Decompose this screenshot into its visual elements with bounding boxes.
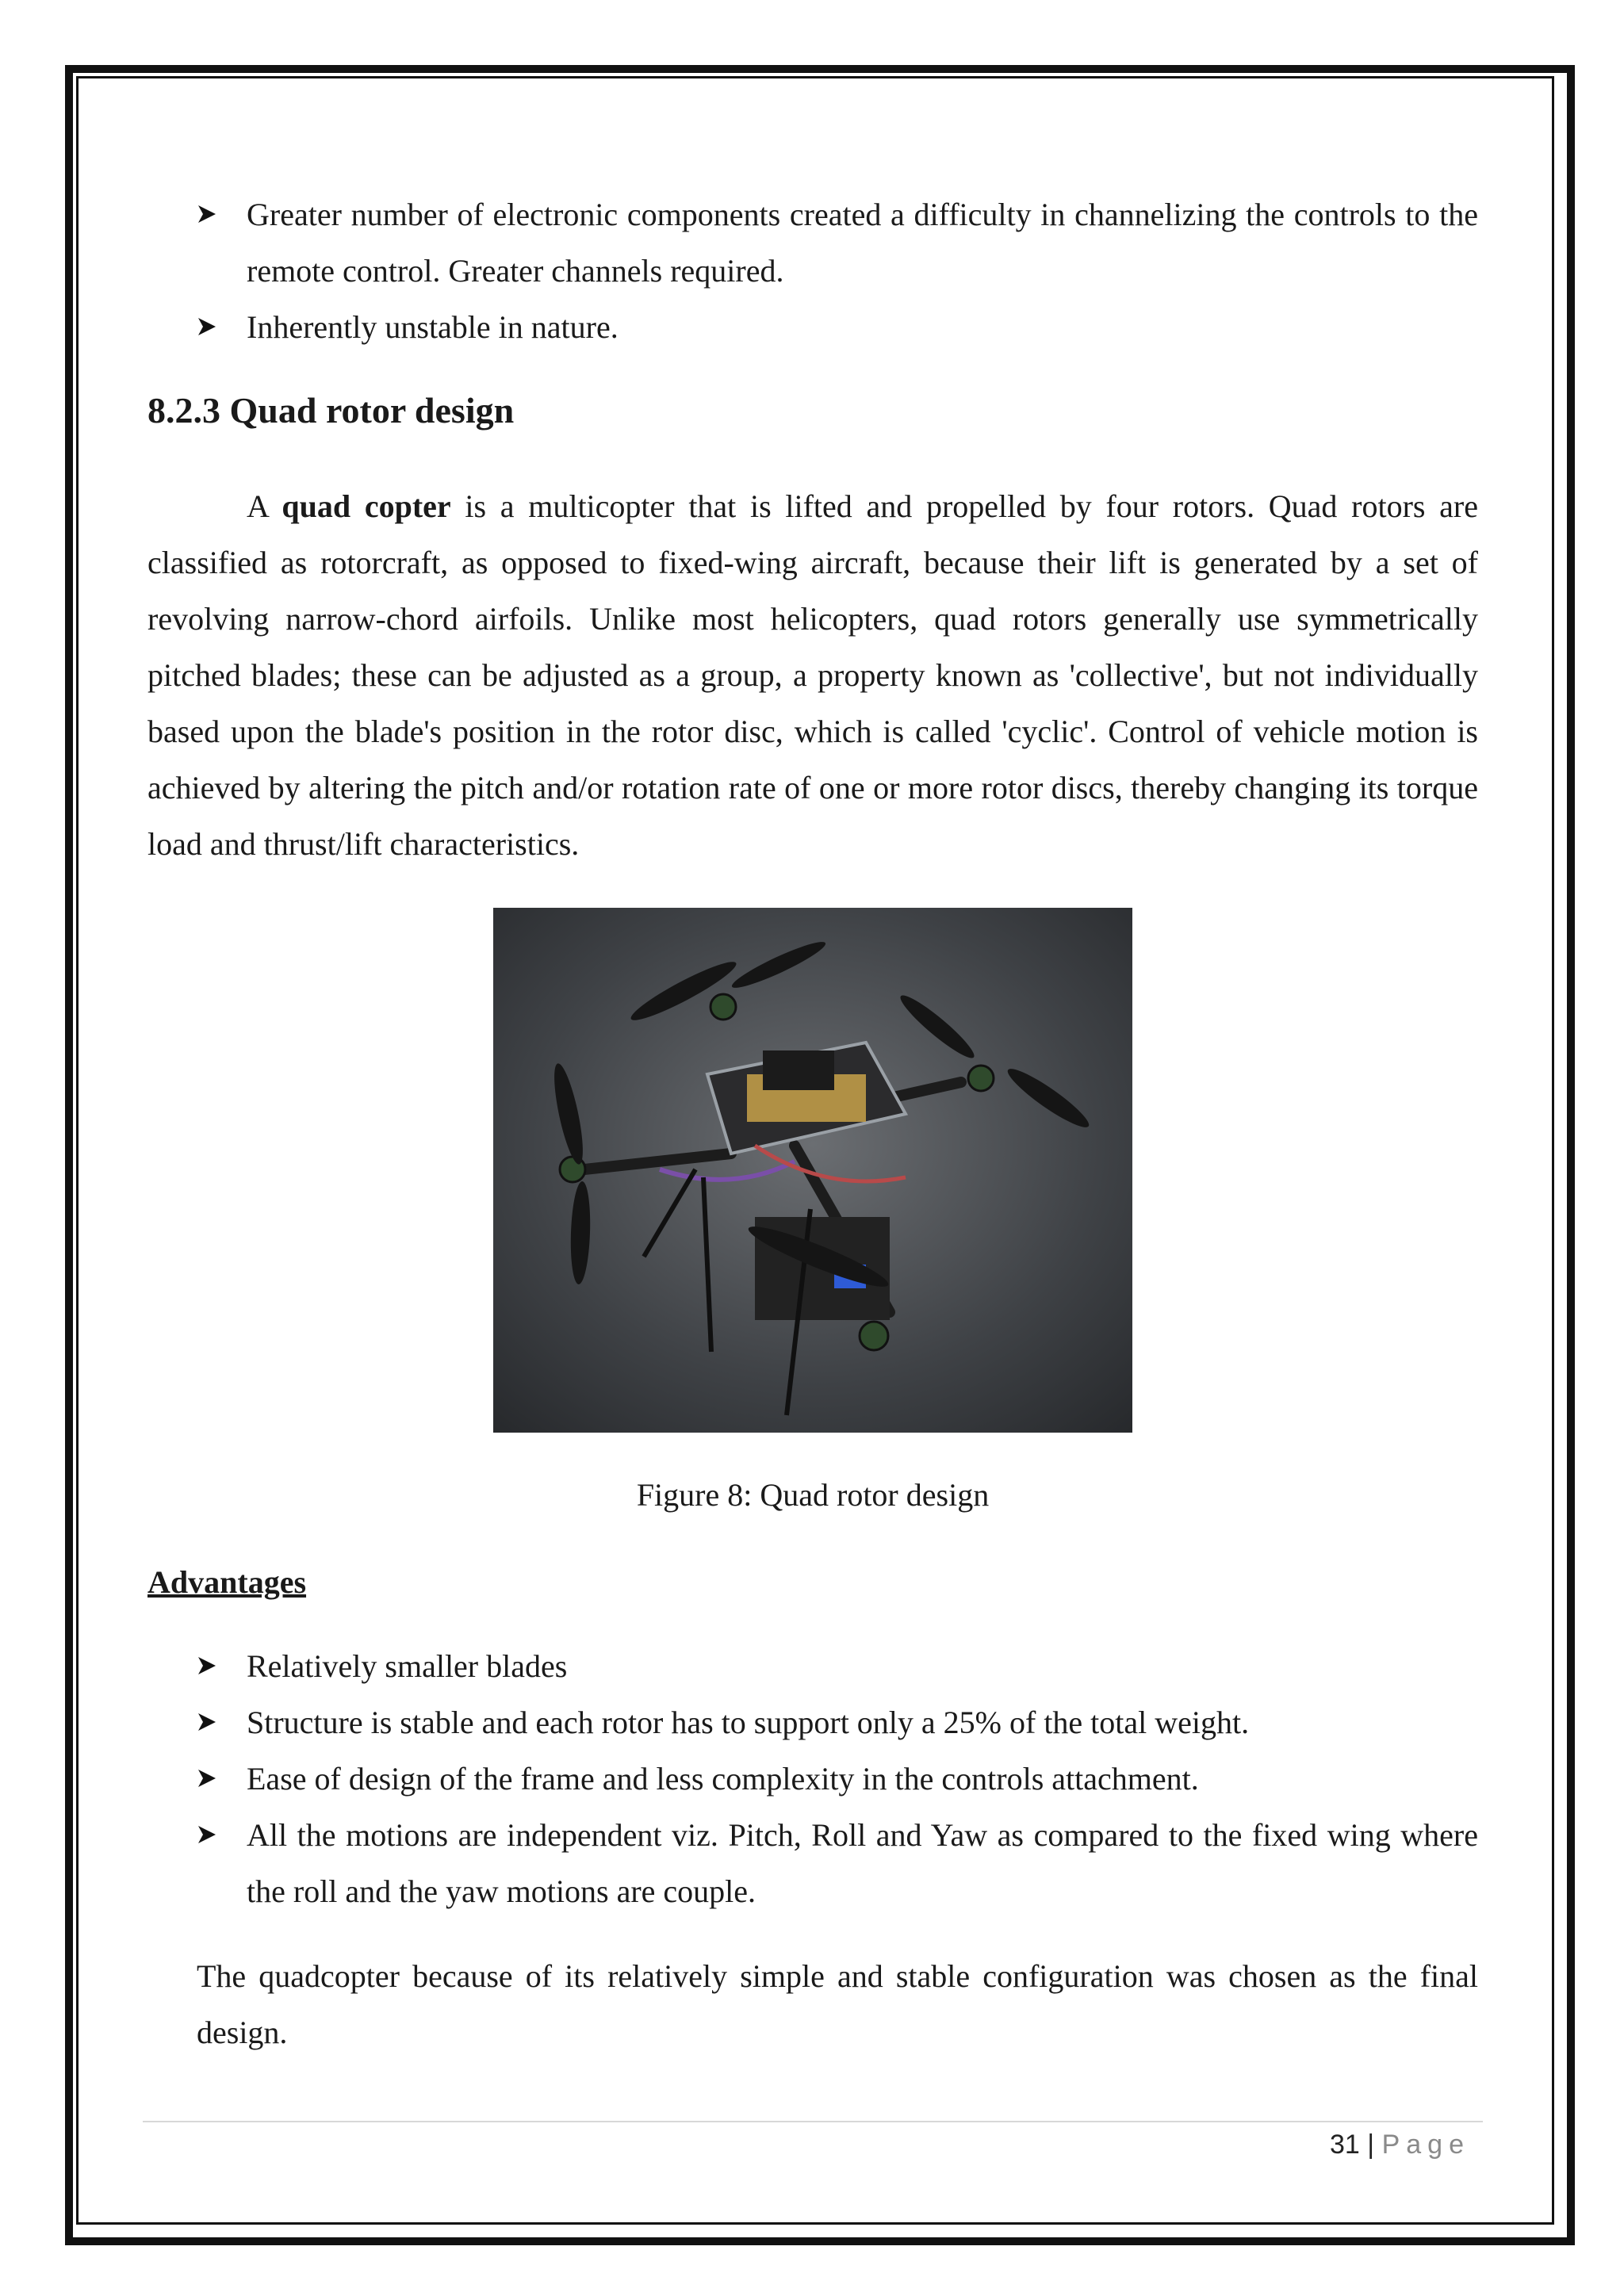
figure-caption: Figure 8: Quad rotor design (636, 1477, 990, 1513)
arrow-bullet-icon (197, 316, 217, 337)
arrow-bullet-icon (197, 204, 217, 224)
list-item: All the motions are independent viz. Pitch, Roll and Yaw as compared to the fixed wing where the roll and the yaw motions are couple. (147, 1807, 1478, 1919)
list-item: Inherently unstable in nature. (147, 299, 1478, 355)
arrow-bullet-icon (197, 1712, 217, 1732)
footer-divider (143, 2121, 1483, 2122)
list-item: Greater number of electronic components created a difficulty in channelizing the controls to the remote control. Greater channels required. (147, 186, 1478, 299)
footer-separator: | (1367, 2130, 1375, 2160)
page-number: 31 (1330, 2130, 1360, 2160)
list-item: Ease of design of the frame and less complexity in the controls attachment. (147, 1751, 1478, 1807)
page-label: Page (1381, 2130, 1470, 2160)
intro-paragraph: A quad copter is a multicopter that is lifted and propelled by four rotors. Quad rotors are classified as rotorcraft, as opposed to fixed-wing aircraft, because their lift is generated by a set of revolving narrow-chord airfoils. Unlike most helicopters, quad rotors generally use symmetrically pitched blades; these can be adjusted as a group, a property known as 'collective', but not individually based upon the blade's position in the rotor disc, which is called 'cyclic'. Control of vehicle motion is achieved by altering the pitch and/or rotation rate of one or more rotor discs, thereby changing its torque load and thrust/lift characteristics. (147, 488, 1478, 862)
quadcopter-photo (493, 908, 1132, 1433)
conclusion-paragraph: The quadcopter because of its relatively simple and stable configuration was chosen as the final design. (197, 1958, 1478, 2050)
section-heading: 8.2.3 Quad rotor design (147, 390, 515, 430)
top-bullet-list (147, 186, 1478, 355)
page-footer (1330, 2125, 1470, 2164)
advantages-heading: Advantages (147, 1564, 307, 1600)
list-item: Relatively smaller blades (147, 1638, 1478, 1694)
arrow-bullet-icon (197, 1824, 217, 1845)
arrow-bullet-icon (197, 1768, 217, 1789)
list-item: Structure is stable and each rotor has to support only a 25% of the total weight. (147, 1694, 1478, 1751)
arrow-bullet-icon (197, 1655, 217, 1676)
bold-term: quad copter (282, 488, 451, 524)
advantages-list (147, 1638, 1478, 1919)
